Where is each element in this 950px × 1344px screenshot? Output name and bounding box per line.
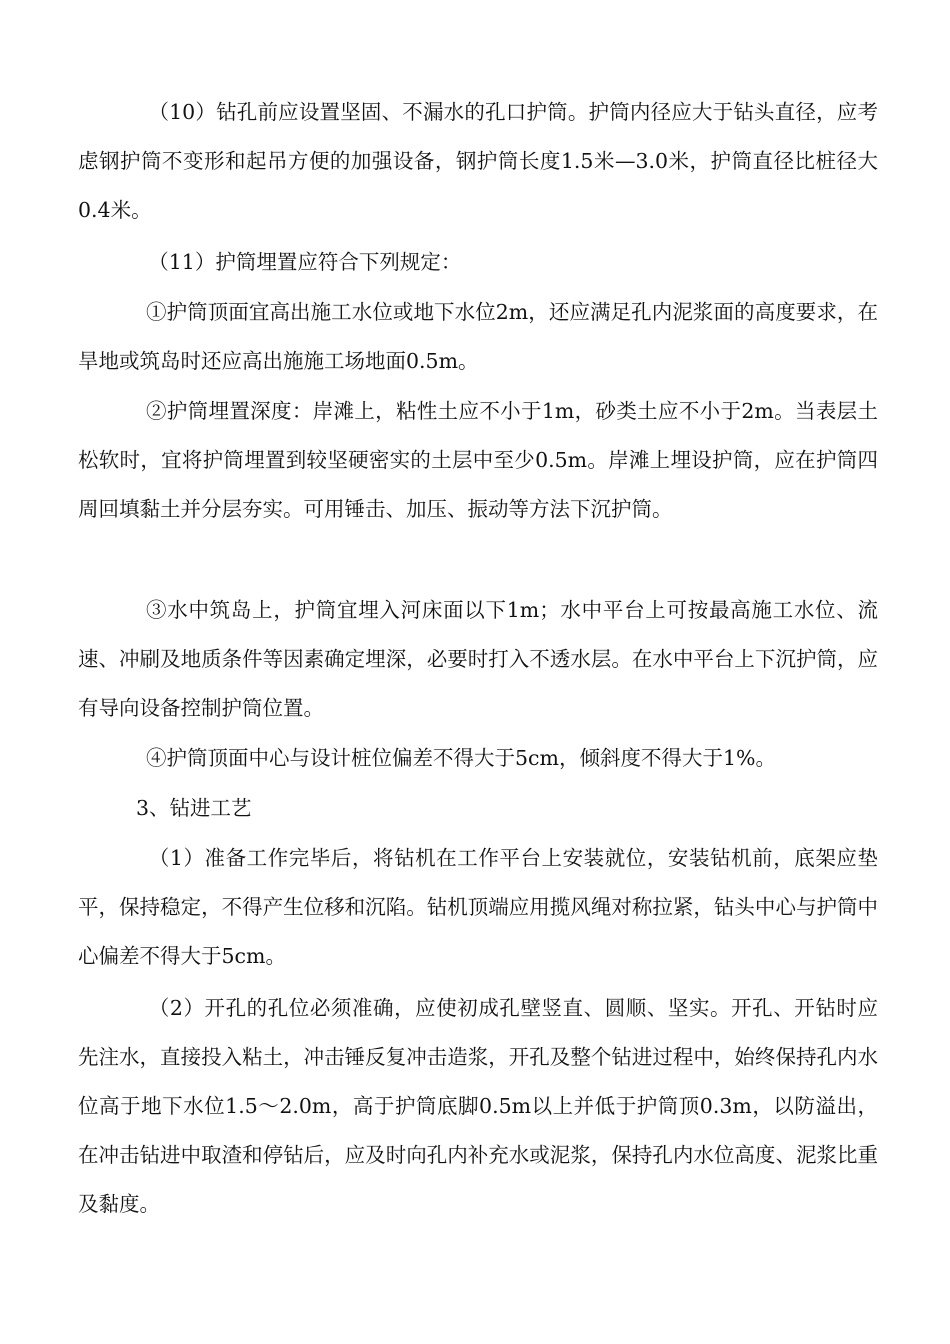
paragraph-1-drill-setup: （1）准备工作完毕后，将钻机在工作平台上安装就位，安装钻机前，底架应垫平，保持稳定，不得产生位移和沉陷。钻机顶端应用揽风绳对称拉紧，钻头中心与护筒中心偏差不得大于5cm。 (78, 846, 878, 968)
rule-4-casing-deviation: ④护筒顶面中心与设计桩位偏差不得大于5cm，倾斜度不得大于1%。 (146, 746, 776, 770)
paragraph-2-hole-opening: （2）开孔的孔位必须准确，应使初成孔壁竖直、圆顺、坚实。开孔、开钻时应先注水，直接投入粘土，冲击锤反复冲击造浆，开孔及整个钻进过程中，始终保持孔内水位高于地下水位1.5～2.0m，高于护筒底脚0.5m以上并低于护筒顶0.3m，以防溢出，在冲击钻进中取渣和停钻后，应及时向孔内补充水或泥浆，保持孔内水位高度、泥浆比重及黏度。 (78, 996, 878, 1216)
paragraph-10-casing-setup: （10）钻孔前应设置坚固、不漏水的孔口护筒。护筒内径应大于钻头直径，应考虑钢护筒不变形和起吊方便的加强设备，钢护筒长度1.5米—3.0米，护筒直径比桩径大0.4米。 (78, 100, 878, 222)
rule-1-casing-top-height: ①护筒顶面宜高出施工水位或地下水位2m，还应满足孔内泥浆面的高度要求，在旱地或筑岛时还应高出施施工场地面0.5m。 (78, 300, 878, 373)
rule-2-casing-depth: ②护筒埋置深度：岸滩上，粘性土应不小于1m，砂类土应不小于2m。当表层土松软时，宜将护筒埋置到较坚硬密实的土层中至少0.5m。岸滩上埋设护筒，应在护筒四周回填黏土并分层夯实。可用锤击、加压、振动等方法下沉护筒。 (78, 399, 878, 521)
paragraph-11-casing-rules: （11）护筒埋置应符合下列规定： (138, 250, 462, 274)
section-heading-drilling-process: 3、钻进工艺 (136, 796, 252, 820)
rule-3-water-island: ③水中筑岛上，护筒宜埋入河床面以下1m；水中平台上可按最高施工水位、流速、冲刷及地质条件等因素确定埋深，必要时打入不透水层。在水中平台上下沉护筒，应有导向设备控制护筒位置。 (78, 598, 878, 720)
